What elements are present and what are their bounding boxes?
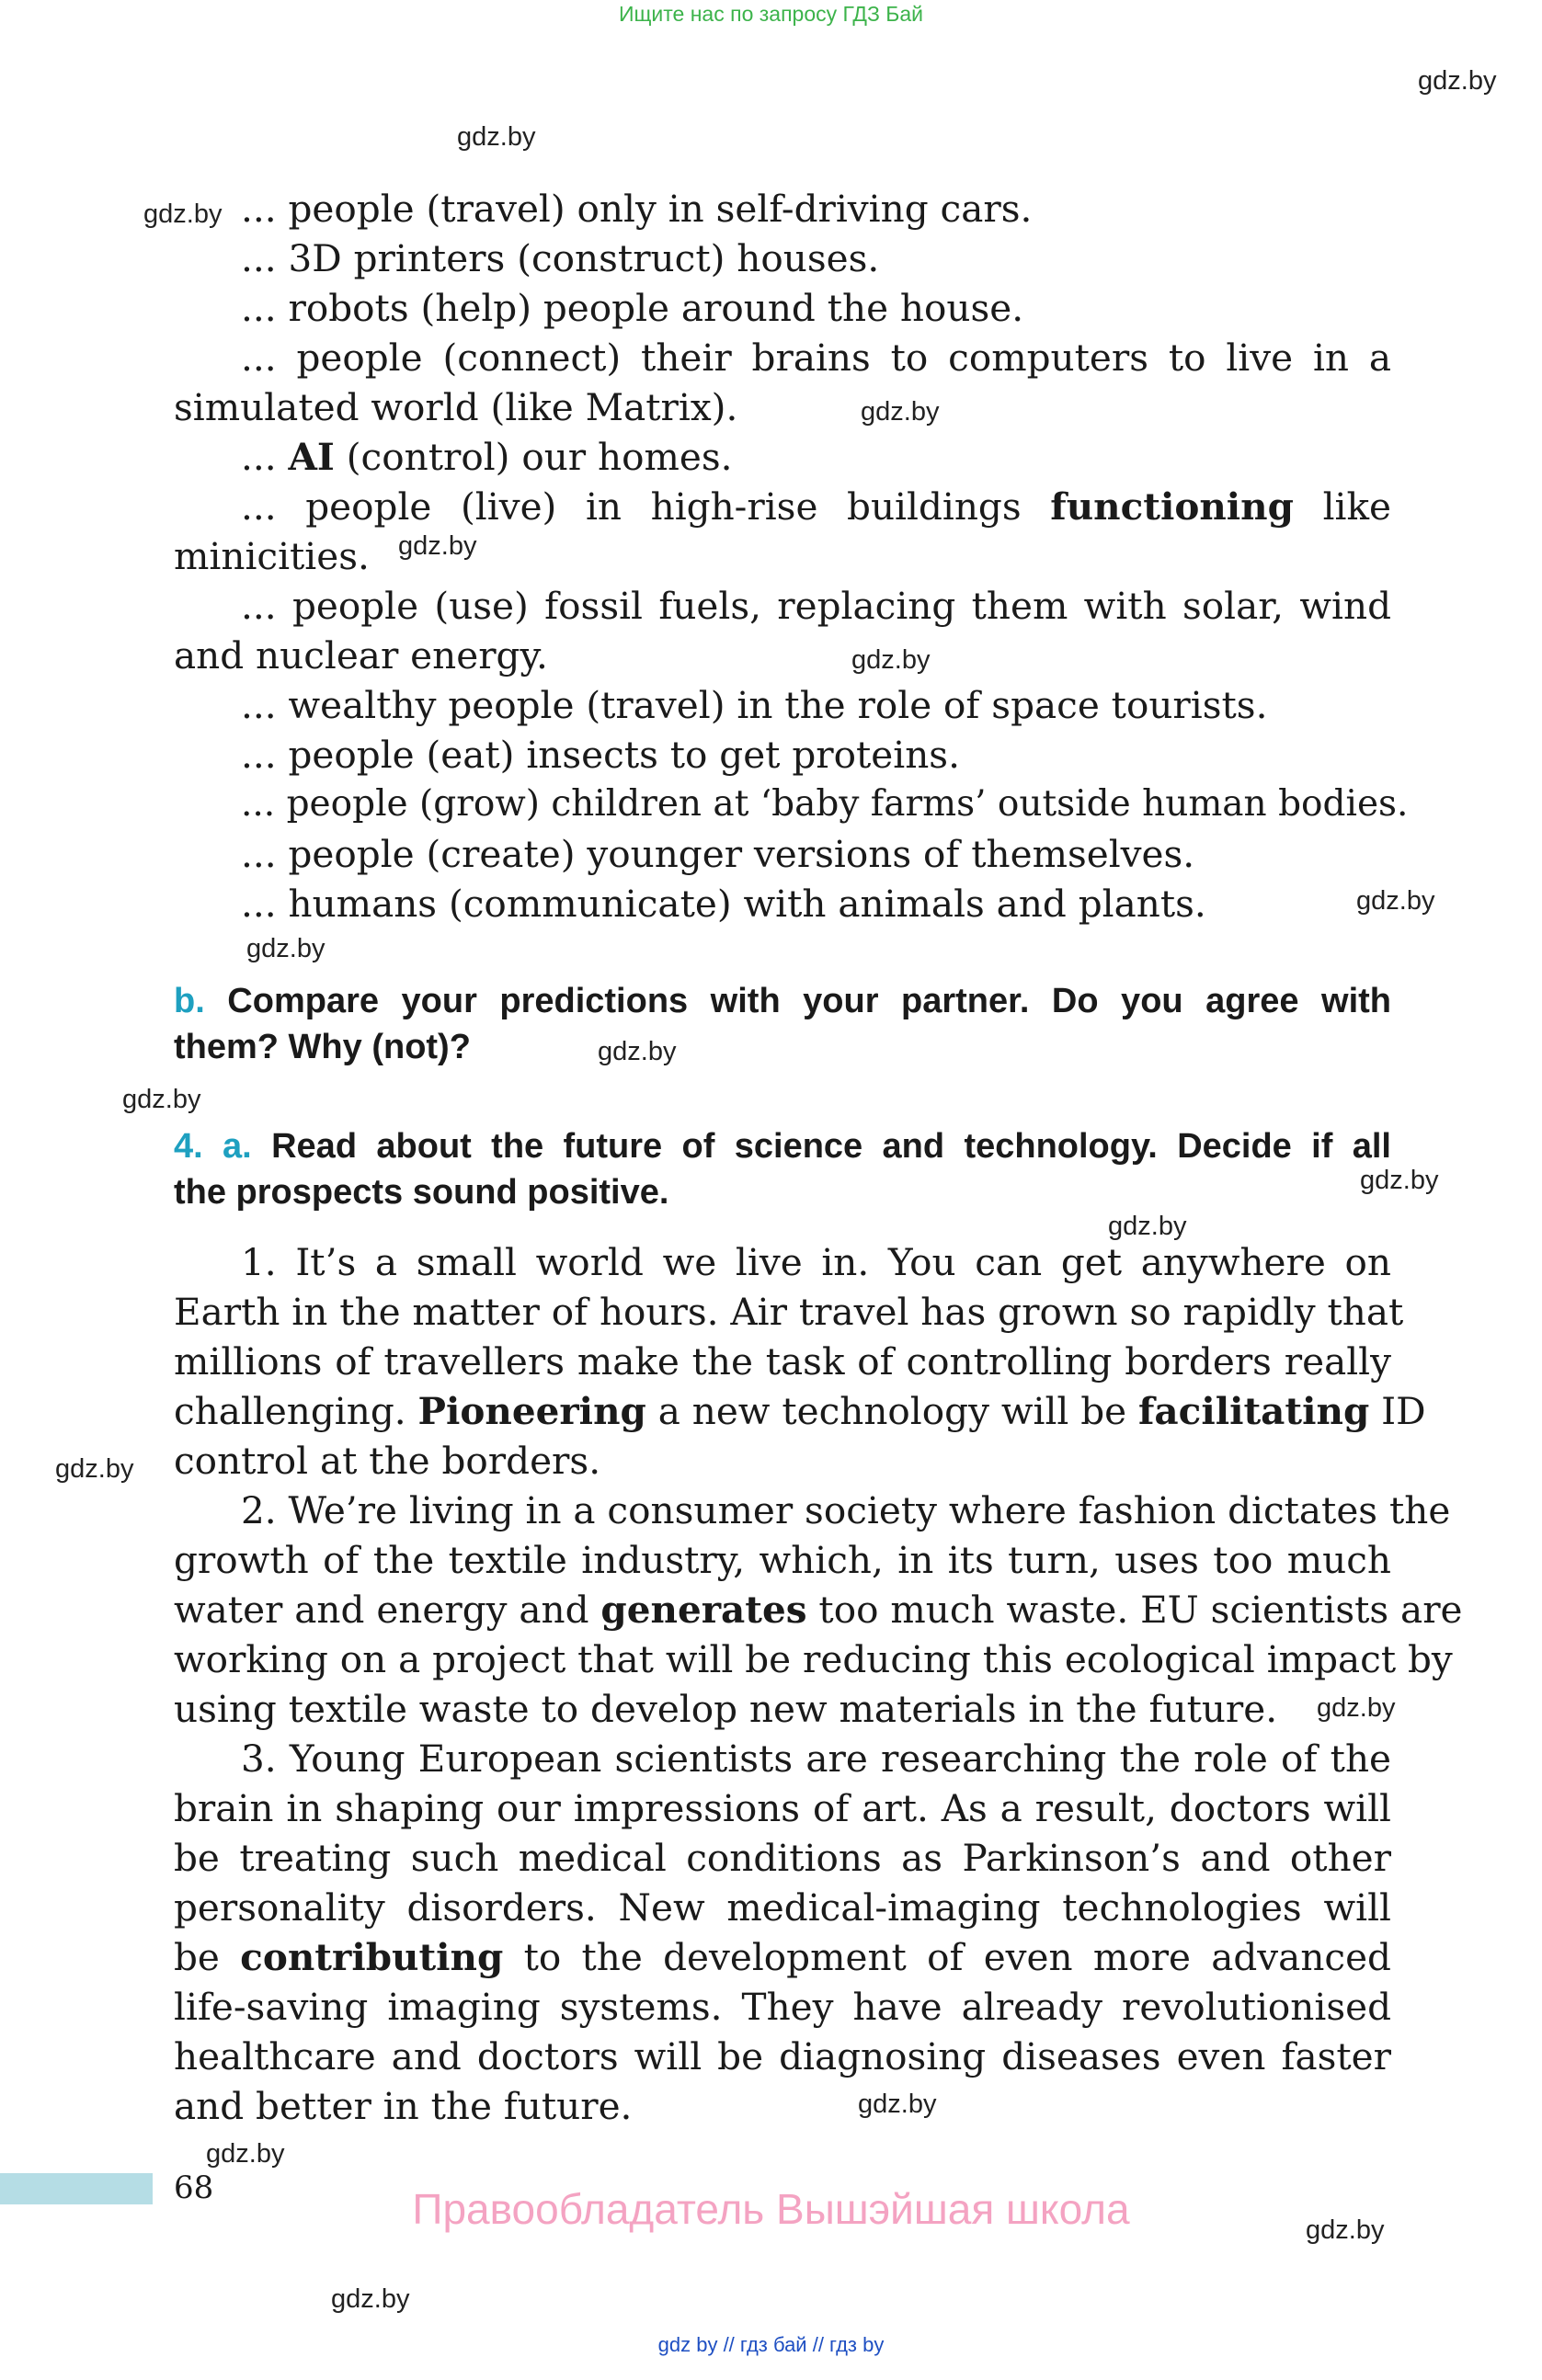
prediction-line: ... wealthy people (travel) in the role of space tourists. (241, 683, 1268, 727)
prediction-line: ... people (use) fossil fuels, replacing them with solar, wind (241, 584, 1391, 628)
prediction-line: ... people (connect) their brains to computers to live in a (241, 336, 1391, 380)
bold-term: functioning (1050, 484, 1294, 529)
task-4a-line: 4. a. Read about the future of science and technology. Decide if all (174, 1127, 1391, 1166)
text-line: healthcare and doctors will be diagnosing diseases even faster (174, 2034, 1391, 2078)
prediction-line: ... AI (control) our homes. (241, 435, 733, 479)
prediction-line: ... people (travel) only in self-driving cars. (241, 187, 1033, 231)
copyright-notice: Правообладатель Вышэйшая школа (412, 2185, 1130, 2233)
watermark: gdz.by (861, 397, 940, 427)
watermark: gdz.by (1108, 1212, 1187, 1241)
watermark: gdz.by (598, 1037, 677, 1066)
watermark: gdz.by (1360, 1166, 1439, 1195)
watermark: gdz.by (1356, 886, 1435, 916)
text-line: challenging. Pioneering a new technology will be facilitating ID (174, 1389, 1426, 1433)
bottom-links[interactable]: gdz by // гдз бай // гдз by (657, 2333, 885, 2356)
text-line: 1. It’s a small world we live in. You can get anywhere on (241, 1240, 1391, 1284)
watermark: gdz.by (331, 2284, 410, 2314)
prediction-line: ... people (eat) insects to get proteins. (241, 733, 960, 777)
watermark: gdz.by (55, 1454, 134, 1484)
prediction-line: ... people (live) in high-rise buildings functioning like (241, 484, 1391, 529)
task-4a-line: the prospects sound positive. (174, 1173, 669, 1212)
text-line: brain in shaping our impressions of art. As a result, doctors will (174, 1786, 1391, 1830)
bold-term: Pioneering (417, 1389, 646, 1433)
task-b-line: b. Compare your predictions with your partner. Do you agree with (174, 982, 1392, 1020)
prediction-line: ... 3D printers (construct) houses. (241, 236, 880, 280)
text-line: life-saving imaging systems. They have already revolutionised (174, 1985, 1391, 2029)
text-line: be treating such medical conditions as Parkinson’s and other (174, 1836, 1391, 1880)
text-line: personality disorders. New medical-imaging technologies will (174, 1885, 1391, 1930)
watermark: gdz.by (143, 199, 223, 229)
prediction-line: and nuclear energy. (174, 633, 548, 678)
prediction-line: ... people (create) younger versions of themselves. (241, 832, 1195, 876)
text-line: using textile waste to develop new materials in the future. (174, 1687, 1278, 1731)
page-number: 68 (174, 2169, 214, 2206)
text-line: and better in the future. (174, 2084, 633, 2128)
task-b-line: them? Why (not)? (174, 1028, 471, 1066)
prediction-line: simulated world (like Matrix). (174, 385, 738, 429)
watermark: gdz.by (1317, 1693, 1396, 1723)
watermark: gdz.by (457, 122, 536, 152)
watermark: gdz.by (206, 2139, 285, 2169)
task-label: 4. a. (174, 1127, 252, 1166)
prediction-line: ... robots (help) people around the house. (241, 286, 1024, 330)
text-line: 3. Young European scientists are researching the role of the (241, 1737, 1391, 1781)
watermark: gdz.by (1306, 2215, 1385, 2245)
text-line: growth of the textile industry, which, in its turn, uses too much (174, 1538, 1391, 1582)
task-label: b. (174, 982, 205, 1020)
top-banner: Ищите нас по запросу ГДЗ Бай (618, 2, 924, 26)
watermark: gdz.by (858, 2090, 937, 2119)
bold-term: contributing (240, 1935, 504, 1979)
text-line: millions of travellers make the task of controlling borders really (174, 1339, 1391, 1384)
text-line: Earth in the matter of hours. Air travel has grown so rapidly that (174, 1290, 1404, 1334)
bold-term: facilitating (1138, 1389, 1370, 1433)
prediction-line: minicities. (174, 534, 370, 578)
text-line: 2. We’re living in a consumer society where fashion dictates the (241, 1488, 1451, 1532)
text-line: working on a project that will be reducing this ecological impact by (174, 1637, 1453, 1681)
watermark: gdz.by (122, 1085, 201, 1114)
watermark: gdz.by (1418, 66, 1497, 96)
bold-term: generates (600, 1588, 807, 1632)
text-line: be contributing to the development of even more advanced (174, 1935, 1391, 1979)
prediction-line: ... humans (communicate) with animals and plants. (241, 882, 1206, 926)
watermark: gdz.by (246, 934, 326, 963)
bold-term: AI (288, 435, 335, 479)
watermark: gdz.by (398, 531, 477, 561)
watermark: gdz.by (851, 645, 931, 675)
text-line: water and energy and generates too much waste. EU scientists are (174, 1588, 1463, 1632)
prediction-line: ... people (grow) children at ‘baby farms’ outside human bodies. (241, 783, 1409, 825)
text-line: control at the borders. (174, 1439, 601, 1483)
